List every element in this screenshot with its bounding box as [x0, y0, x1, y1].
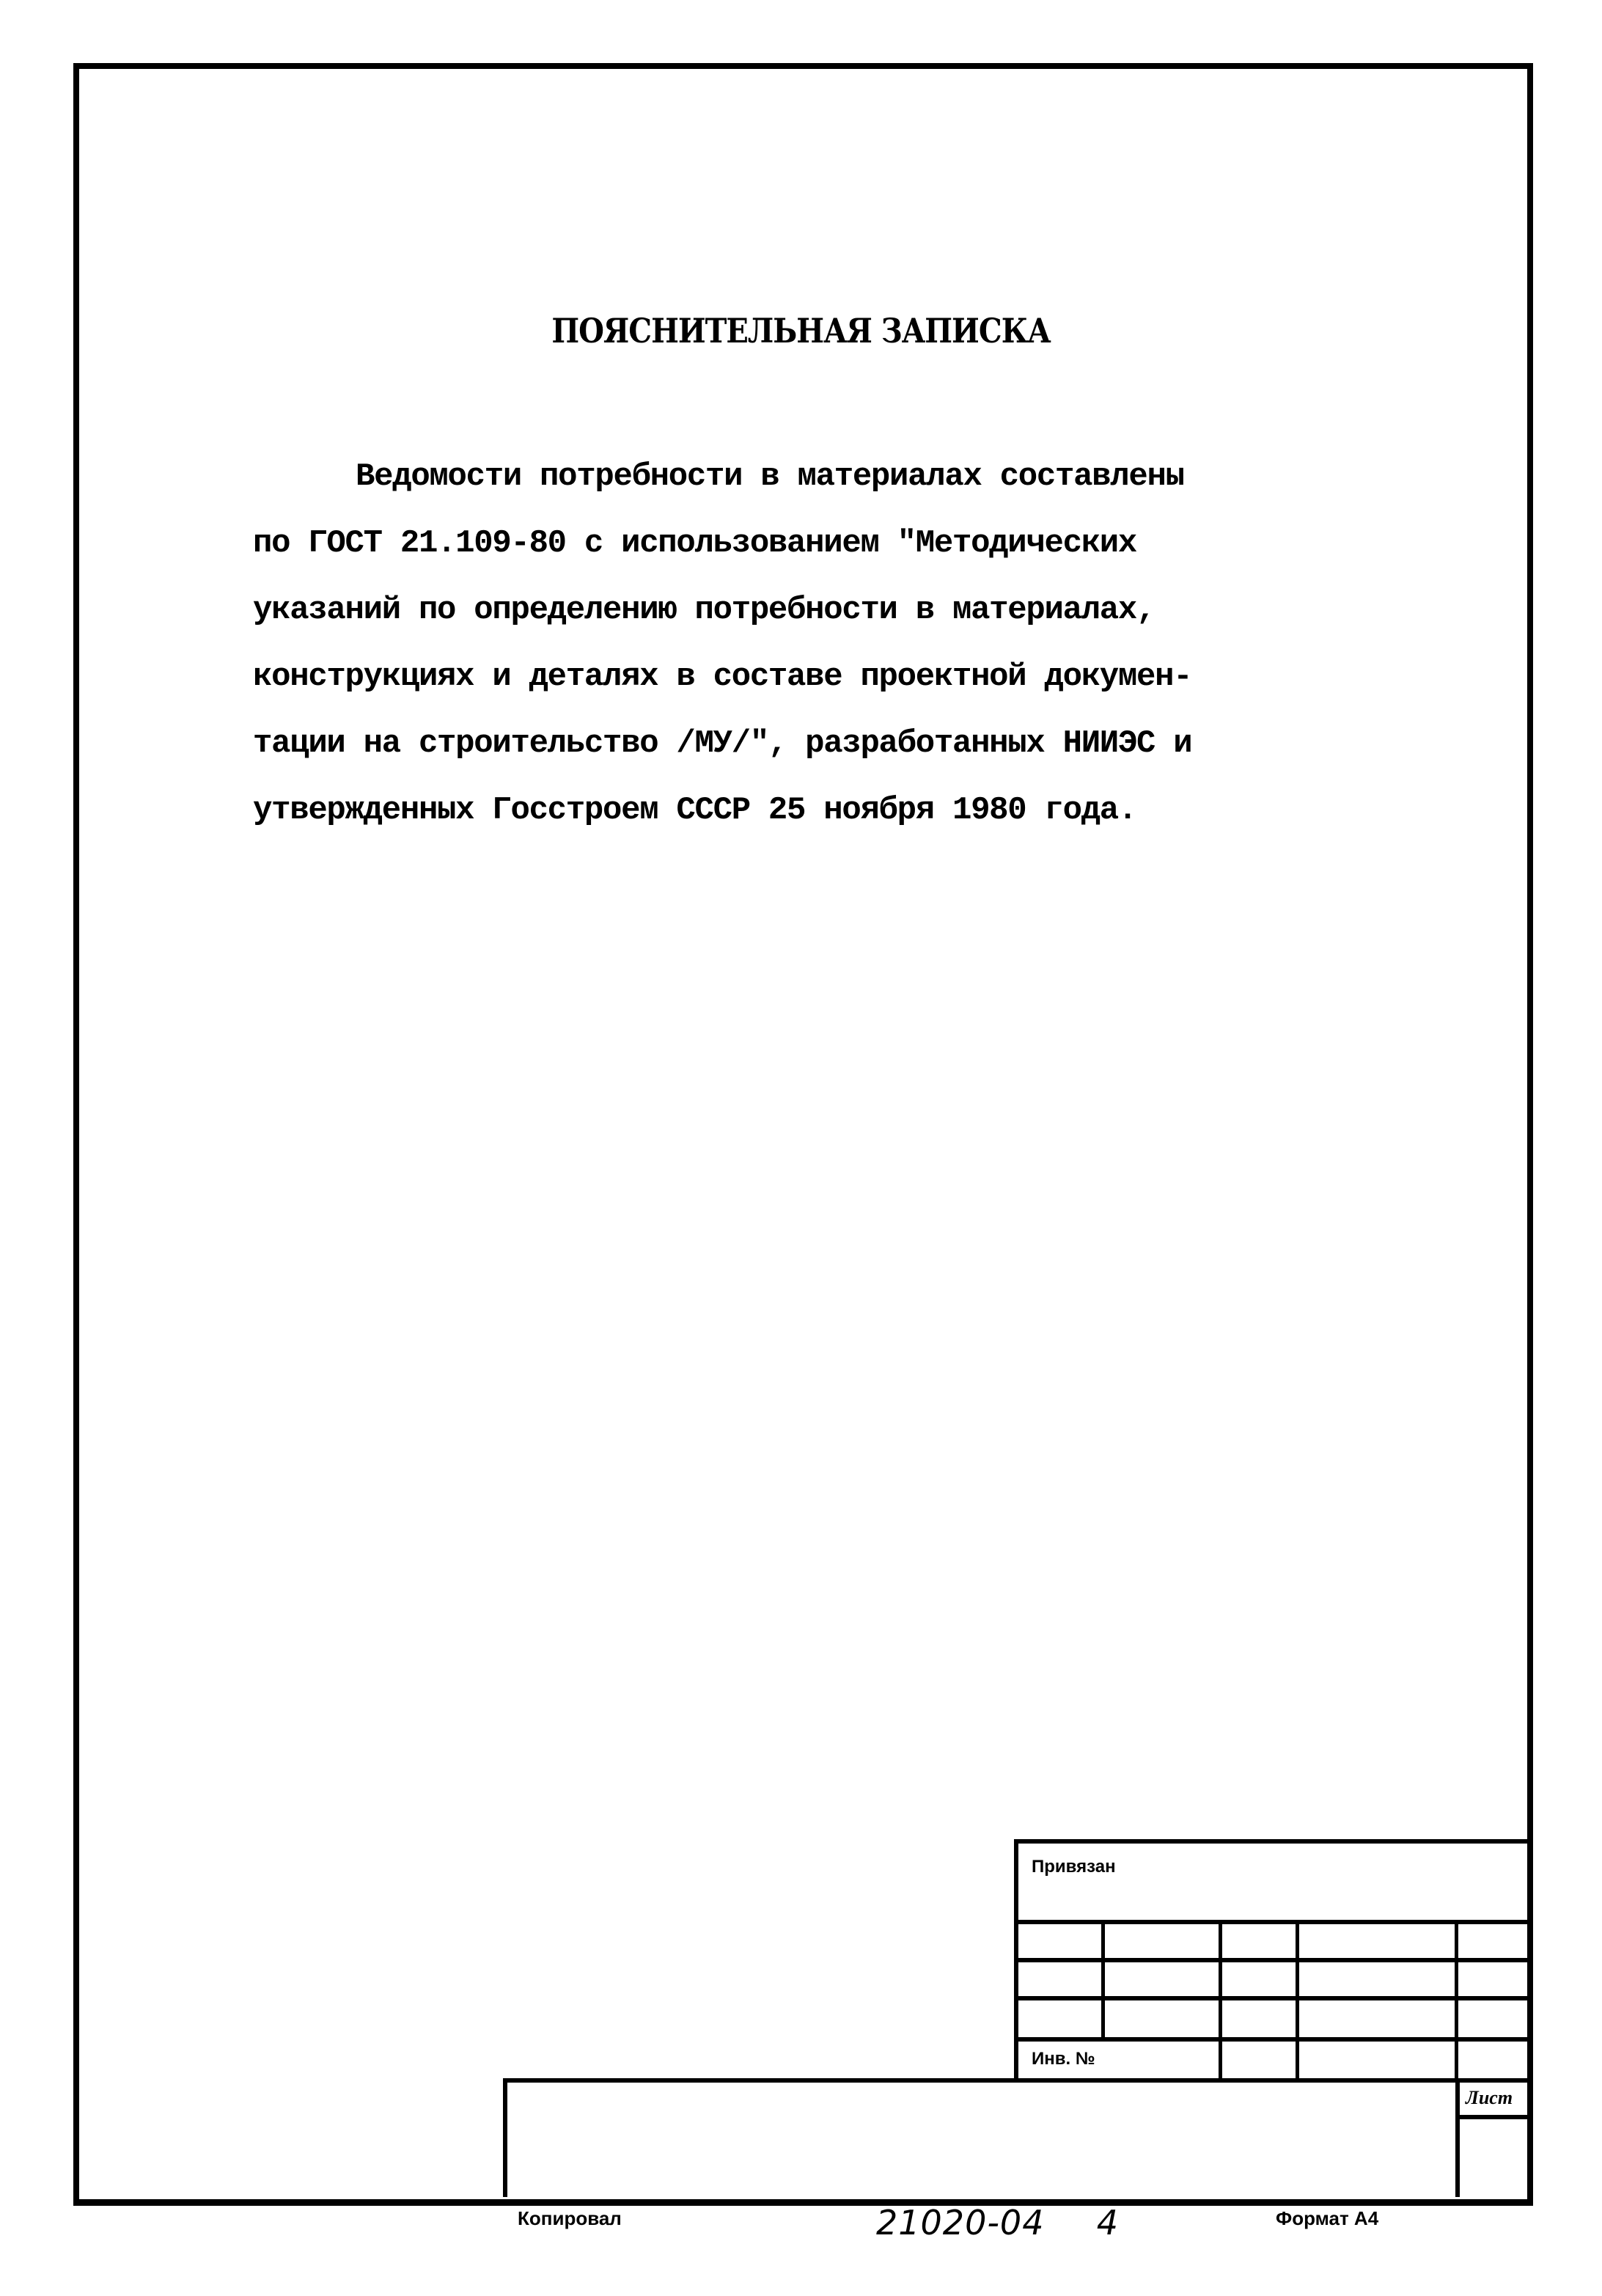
stamp-cell	[1299, 1924, 1458, 1958]
sheet-number: 4	[1096, 2203, 1119, 2242]
stamp-row-inventory	[1018, 2042, 1527, 2083]
stamp-cell	[1222, 2000, 1299, 2037]
bound-label: Привязан	[1032, 1857, 1116, 1877]
stamp-row	[1018, 2000, 1527, 2042]
inventory-label: Инв. №	[1032, 2049, 1095, 2069]
document-code: 21020-04	[876, 2203, 1045, 2242]
stamp-cell	[1222, 1962, 1299, 1996]
stamp-cell	[1018, 1962, 1105, 1996]
copied-by-label: Копировал	[518, 2207, 622, 2229]
stamp-cell	[1299, 2000, 1458, 2037]
stamp-cell	[1018, 1924, 1105, 1958]
explanatory-paragraph	[253, 444, 1316, 844]
stamp-cell	[1222, 2042, 1299, 2083]
sheet-label-cell	[1460, 2083, 1532, 2119]
stamp-row	[1018, 1924, 1527, 1962]
stamp-cell	[1222, 1924, 1299, 1958]
format-label: Формат А4	[1276, 2207, 1379, 2229]
page-title	[0, 311, 1602, 351]
stamp-bound-cell	[1018, 1844, 1527, 1924]
paragraph-line: конструкциях и деталях в составе проектной докумен-	[253, 659, 1192, 695]
paragraph-line: по ГОСТ 21.109-80 с использованием "Методических	[253, 525, 1137, 562]
sheet-label: Лист	[1466, 2087, 1513, 2108]
stamp-cell	[1299, 1962, 1458, 1996]
title-text: ПОЯСНИТЕЛЬНАЯ ЗАПИСКА	[551, 311, 1051, 351]
stamp-cell	[1018, 2000, 1105, 2037]
document-number	[876, 2203, 1119, 2242]
paragraph-line: указаний по определению потребности в материалах,	[253, 592, 1155, 628]
stamp-row	[1018, 1962, 1527, 2000]
stamp-cell	[1299, 2042, 1458, 2083]
paragraph-line: тации на строительство /МУ/", разработанных НИИЭС и	[253, 725, 1192, 762]
sheet-column	[1455, 2083, 1532, 2197]
title-block-stamp	[1014, 1839, 1527, 2078]
stamp-cell	[1105, 1924, 1222, 1958]
paragraph-line: утвержденных Госстроем СССР 25 ноября 1980 года.	[253, 792, 1137, 829]
main-inscription-box	[503, 2078, 1527, 2197]
inventory-cell	[1018, 2042, 1222, 2083]
stamp-cell	[1105, 1962, 1222, 1996]
stamp-cell	[1105, 2000, 1222, 2037]
paragraph-line: Ведомости потребности в материалах составлены	[356, 458, 1184, 495]
